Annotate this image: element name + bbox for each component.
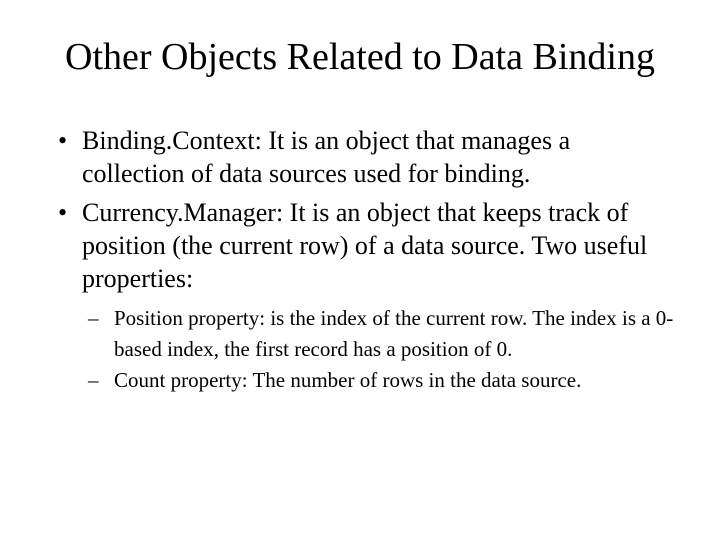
bullet-marker: • (58, 126, 68, 155)
bullet-marker: • (58, 198, 68, 227)
bullet-currency-manager (56, 196, 676, 396)
subbullet-text: Position property: is the index of the current row. The index is a 0-based index, the first record has a position of 0. (114, 306, 674, 361)
subbullet-position-property (88, 303, 678, 365)
bullet-text: Binding.Context: It is an object that manages a collection of data sources used for binding. (82, 126, 571, 188)
subbullet-text: Count property: The number of rows in the data source. (114, 368, 582, 392)
subbullet-marker: – (88, 306, 99, 330)
bullet-binding-context (56, 124, 676, 190)
bullet-text: Currency.Manager: It is an object that keeps track of position (the current row) of a data source. Two useful properties: (82, 198, 648, 293)
bullet-list (56, 124, 676, 402)
subbullet-count-property (88, 365, 678, 396)
subbullet-list (88, 303, 678, 396)
subbullet-marker: – (88, 368, 99, 392)
slide-title: Other Objects Related to Data Binding (65, 36, 655, 78)
